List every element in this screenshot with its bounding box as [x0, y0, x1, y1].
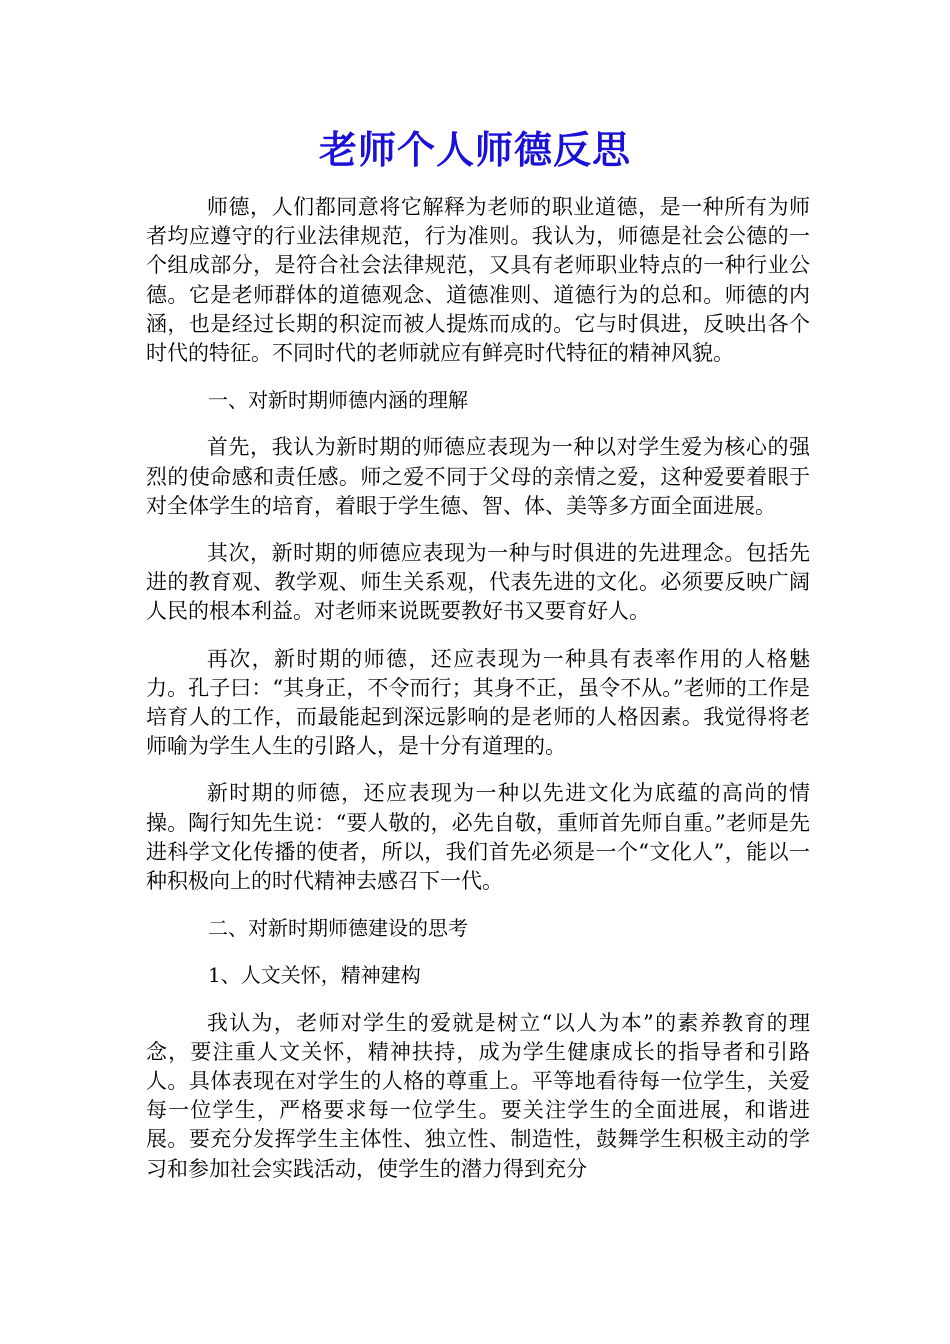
paragraph-third: 再次，新时期的师德，还应表现为一种具有表率作用的人格魅力。孔子曰：“其身正，不令而行；其身不正，虽令不从。”老师的工作是培育人的工作，而最能起到深远影响的是老师的人格因素。我觉得将老师喻为学生人生的引路人，是十分有道理的。: [146, 646, 810, 759]
paragraph-first: 首先，我认为新时期的师德应表现为一种以对学生爱为核心的强烈的使命感和责任感。师之爱不同于父母的亲情之爱，这种爱要着眼于对全体学生的培育，着眼于学生德、智、体、美等多方面全面进展。: [146, 435, 810, 518]
document-body: [146, 193, 810, 1202]
paragraph-second: 其次，新时期的师德应表现为一种与时俱进的先进理念。包括先进的教育观、教学观、师生关系观，代表先进的文化。必须要反映广阔人民的根本利益。对老师来说既要教好书又要育好人。: [146, 541, 810, 624]
paragraph-fourth: 新时期的师德，还应表现为一种以先进文化为底蕴的高尚的情操。陶行知先生说：“要人敬的，必先自敬，重师首先师自重。”老师是先进科学文化传播的使者，所以，我们首先必须是一个“文化人”，能以一种积极向上的时代精神去感召下一代。: [146, 781, 810, 894]
section-heading-2: 二、对新时期师德建设的思考: [208, 916, 468, 941]
section-heading-1: 一、对新时期师德内涵的理解: [208, 388, 468, 413]
document-title: 老师个人师德反思: [318, 127, 631, 172]
subsection-heading-1: 1、人文关怀，精神建构: [208, 963, 421, 988]
paragraph-humanistic-care: 我认为，老师对学生的爱就是树立“以人为本”的素养教育的理念，要注重人文关怀，精神扶持，成为学生健康成长的指导者和引路人。具体表现在对学生的人格的尊重上。平等地看待每一位学生，关爱每一位学生，严格要求每一位学生。要关注学生的全面进展，和谐进展。要充分发挥学生主体性、独立性、制造性，鼓舞学生积极主动的学习和参加社会实践活动，使学生的潜力得到充分: [146, 1010, 810, 1181]
paragraph-intro: 师德，人们都同意将它解释为老师的职业道德，是一种所有为师者均应遵守的行业法律规范，行为准则。我认为，师德是社会公德的一个组成部分，是符合社会法律规范，又具有老师职业特点的一种行业公德。它是老师群体的道德观念、道德准则、道德行为的总和。师德的内涵，也是经过长期的积淀而被人提炼而成的。它与时俱进，反映出各个时代的特征。不同时代的老师就应有鲜亮时代特征的精神风貌。: [146, 195, 810, 366]
